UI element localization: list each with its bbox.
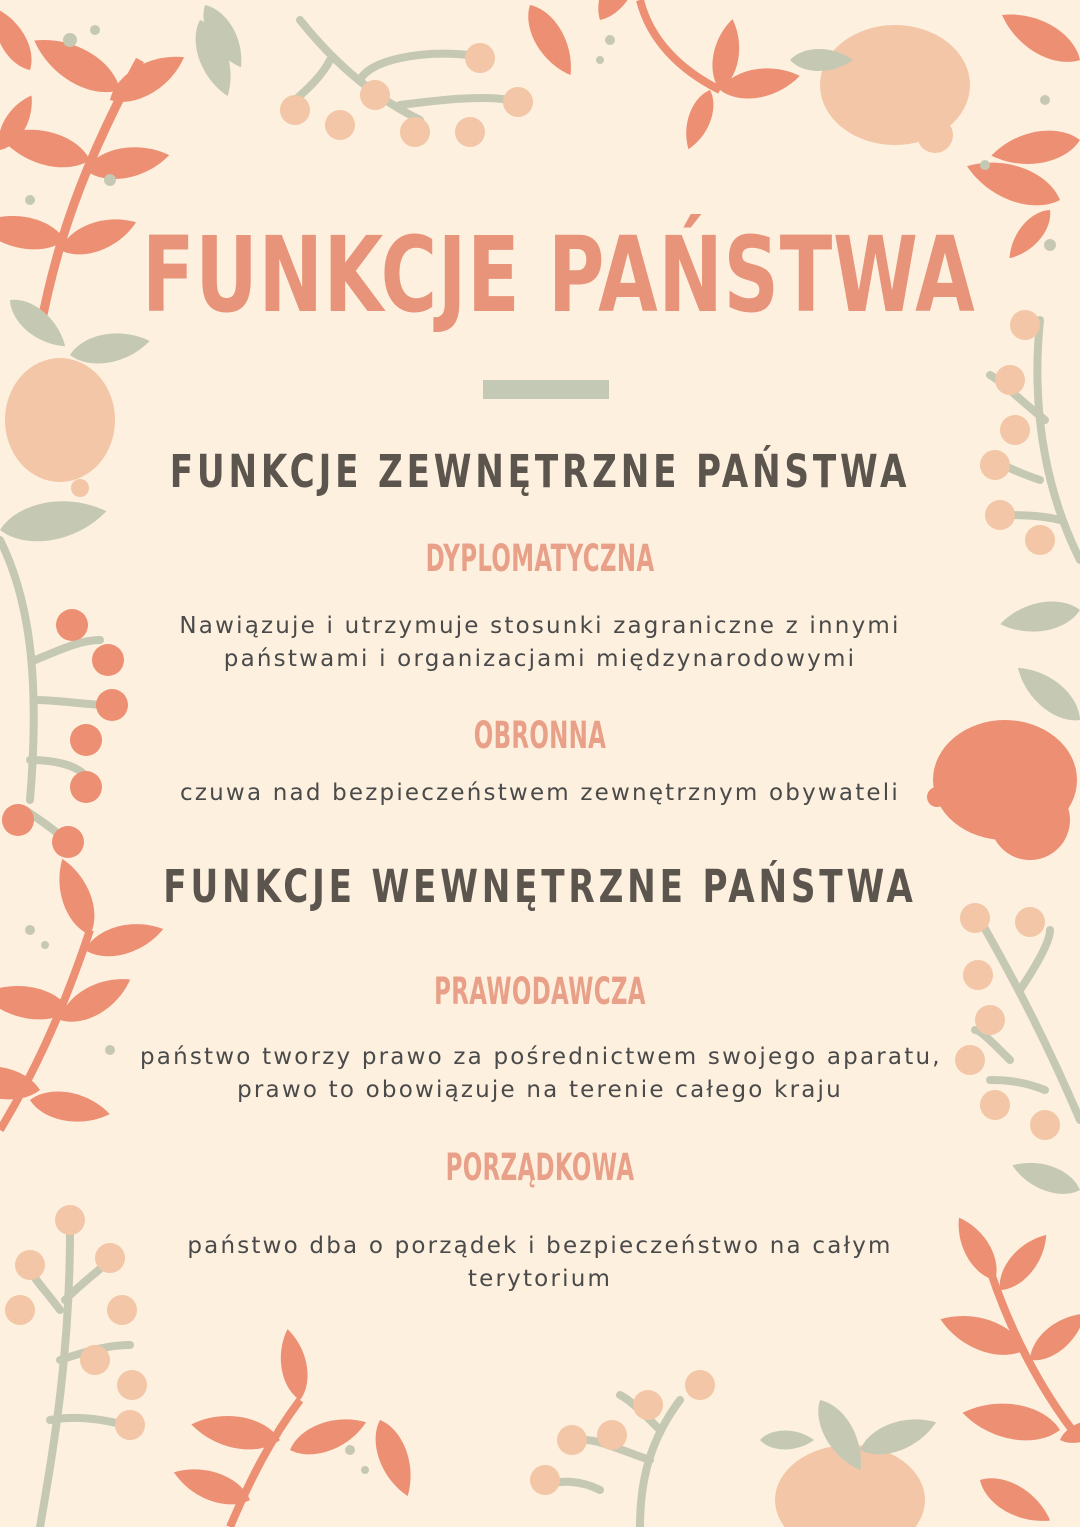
function-name-order: PORZĄDKOWA xyxy=(445,1146,635,1189)
title-divider xyxy=(483,380,609,399)
description-line: prawo to obowiązuje na terenie całego kraju xyxy=(237,1077,843,1103)
description-line: państwami i organizacjami międzynarodowymi xyxy=(223,646,857,672)
function-description-order xyxy=(140,1230,940,1296)
description-line: państwo tworzy prawo za pośrednictwem swojego aparatu, xyxy=(140,1044,942,1070)
section-heading-external: FUNKCJE ZEWNĘTRZNE PAŃSTWA xyxy=(169,445,911,498)
description-line: Nawiązuje i utrzymuje stosunki zagraniczne z innymi xyxy=(179,613,901,639)
description-line: terytorium xyxy=(467,1266,613,1292)
function-description-legislative xyxy=(140,1041,940,1107)
section-heading-internal: FUNKCJE WEWNĘTRZNE PAŃSTWA xyxy=(163,860,917,913)
function-name-defense: OBRONNA xyxy=(473,714,607,757)
description-line: państwo dba o porządek i bezpieczeństwo na całym xyxy=(187,1233,893,1259)
function-name-diplomatic: DYPLOMATYCZNA xyxy=(425,537,655,580)
function-name-legislative: PRAWODAWCZA xyxy=(434,970,646,1013)
function-description-diplomatic xyxy=(140,610,940,676)
page-title: FUNKCJE PAŃSTWA xyxy=(141,214,976,336)
description-line: czuwa nad bezpieczeństwem zewnętrznym obywateli xyxy=(180,780,900,806)
function-description-defense xyxy=(140,777,940,810)
